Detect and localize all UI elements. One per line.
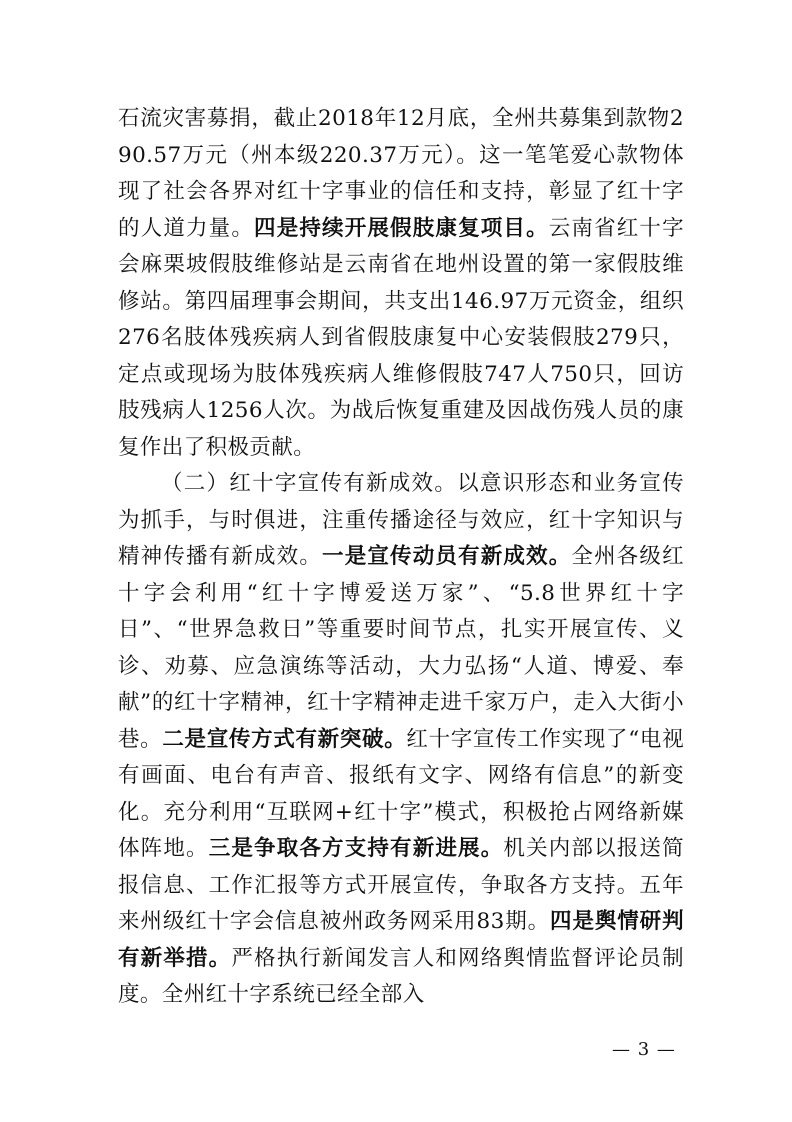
text-segment: 严格执行新闻发言人和网络舆情监督评论员制度。全州红十字系统已经全部入 (118, 945, 684, 1007)
heading-publicity-methods: 二是宣传方式有新突破。 (162, 726, 407, 752)
text-segment: （二）红十字宣传有新成效。以意识形态和业务宣传为抓手，与时俱进，注重传播途径与效应，红十字知识与精神传播有新成效。 (118, 471, 684, 569)
heading-prosthetic-rehab: 四是持续开展假肢康复项目。 (254, 215, 549, 241)
text-segment: 云南省红十字会麻栗坡假肢维修站是云南省在地州设置的第一家假肢维修站。第四届理事会期间，共支出146.97万元资金，组织276名肢体残疾病人到省假肢康复中心安装假肢279只，定点或现场为肢体残疾病人维修假肢747人750只，回访肢残病人1256人次。为战后恢复重建及因战伤残人员的康复作出了积极贡献。 (118, 215, 685, 460)
paragraph-disaster-relief-and-prosthetics (118, 101, 684, 466)
page-number: — 3 — (612, 1039, 676, 1060)
heading-public-opinion: 四是舆情研判有新举措。 (118, 909, 684, 971)
paragraph-publicity-results (118, 466, 684, 1014)
heading-support-progress: 三是争取各方支持有新进展。 (208, 836, 504, 861)
body-text (118, 101, 684, 1014)
text-segment: 机关内部以报送简报信息、工作汇报等方式开展宣传，争取各方支持。五年来州级红十字会信息被州政务网采用83期。 (118, 836, 684, 934)
text-segment: 石流灾害募捐，截止2018年12月底，全州共募集到款物290.57万元（州本级220.37万元）。这一笔笔爱心款物体现了社会各界对红十字事业的信任和支持，彰显了红十字的人道力量。 (118, 106, 684, 241)
text-segment: 红十字宣传工作实现了“电视有画面、电台有声音、报纸有文字、网络有信息”的新变化。充分利用“互联网+红十字”模式，积极抢占网络新媒体阵地。 (118, 726, 684, 861)
text-segment: 全州各级红十字会利用“红十字博爱送万家”、“5.8世界红十字日”、“世界急救日”等重要时间节点，扎实开展宣传、义诊、劝募、应急演练等活动，大力弘扬“人道、博爱、奉献”的红十字精神，红十字精神走进千家万户，走入大街小巷。 (118, 544, 684, 752)
heading-publicity-mobilization: 一是宣传动员有新成效。 (322, 544, 572, 569)
